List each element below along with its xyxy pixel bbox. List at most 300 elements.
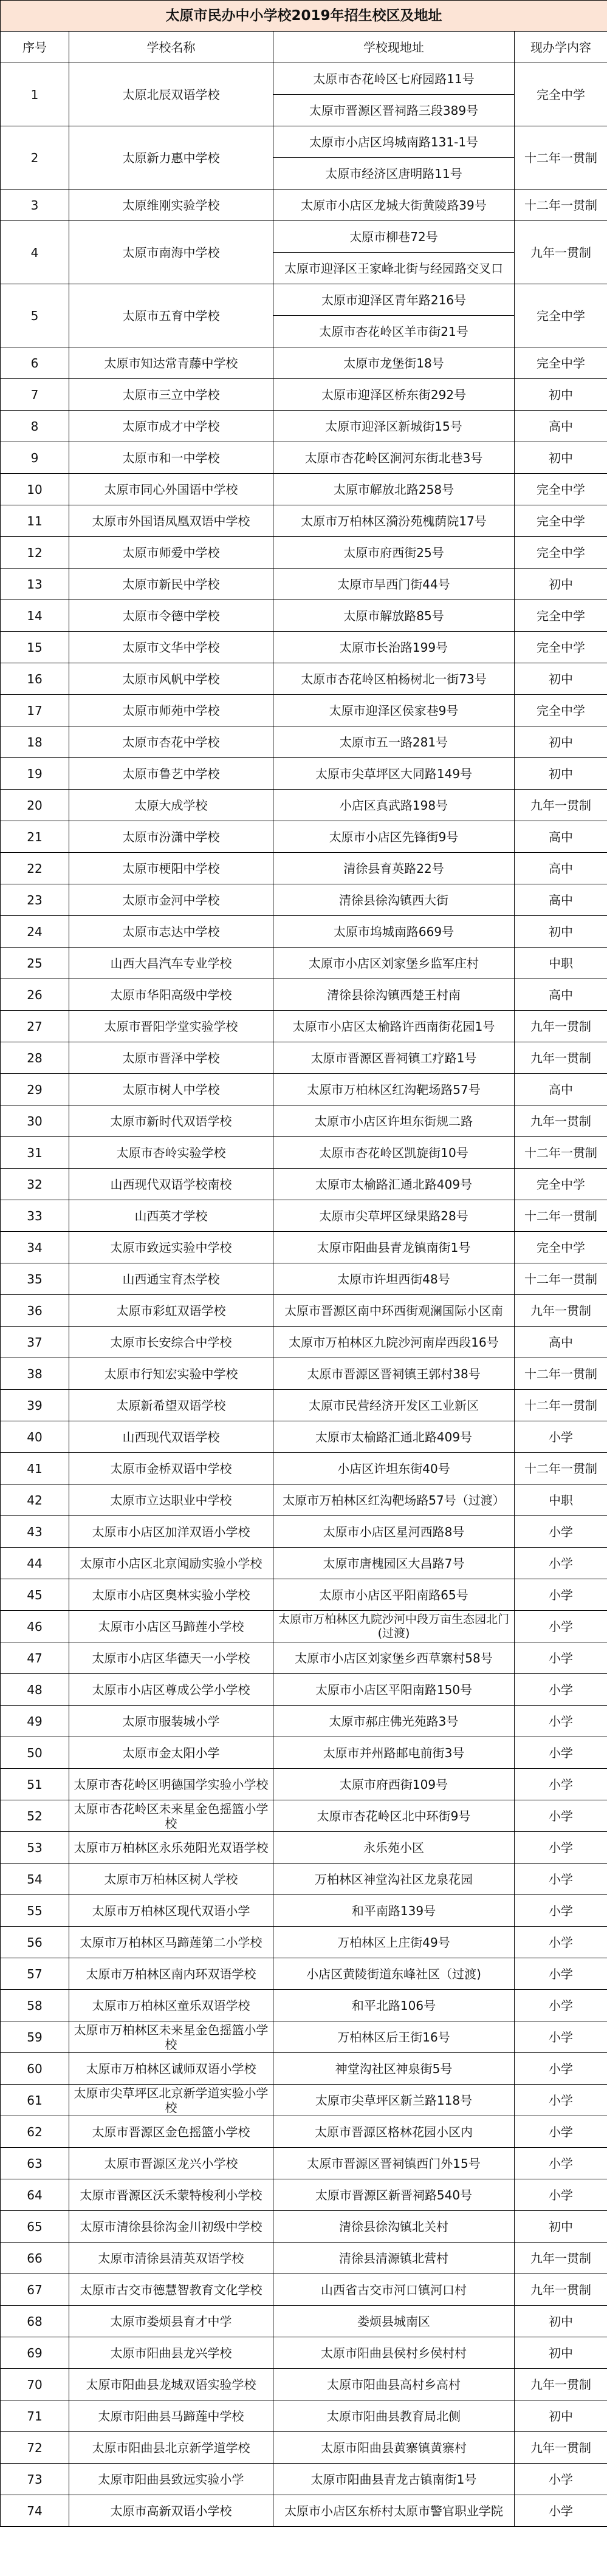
cell-school-type: 初中 [515, 2400, 607, 2432]
cell-address: 万柏林区神堂沟社区龙泉花园 [273, 1864, 515, 1895]
cell-school-name: 太原市立达职业中学校 [69, 1484, 273, 1516]
cell-address: 小店区许坦东街40号 [273, 1453, 515, 1484]
cell-number: 38 [1, 1358, 69, 1390]
table-row [1, 1548, 607, 1579]
table-row [1, 726, 607, 758]
table-row [1, 1232, 607, 1263]
cell-school-type: 完全中学 [515, 505, 607, 537]
cell-school-name: 太原市尖草坪区北京新学道实验小学校 [69, 2085, 273, 2116]
table-row [1, 1453, 607, 1484]
cell-address: 太原市杏花岭区柏杨树北一街73号 [273, 663, 515, 695]
cell-address: 太原市阳曲县青龙镇南街1号 [273, 1232, 515, 1263]
cell-school-name: 太原市金太阳小学 [69, 1737, 273, 1769]
cell-school-type: 完全中学 [515, 474, 607, 505]
table-row [1, 2243, 607, 2274]
cell-school-type: 小学 [515, 1864, 607, 1895]
cell-address: 太原市万柏林区漪汾苑槐荫院17号 [273, 505, 515, 537]
cell-school-type: 初中 [515, 2211, 607, 2243]
cell-number: 60 [1, 2053, 69, 2085]
cell-school-name: 太原市晋源区沃禾蒙特梭利小学校 [69, 2179, 273, 2211]
cell-address: 太原市万柏林区九院沙河中段万亩生态园北门(过渡) [273, 1611, 515, 1642]
table-row [1, 1295, 607, 1327]
table-row [1, 1327, 607, 1358]
cell-address: 太原市龙堡街18号 [273, 347, 515, 379]
cell-address: 娄烦县城南区 [273, 2306, 515, 2337]
cell-school-type: 小学 [515, 1832, 607, 1864]
table-row [1, 884, 607, 916]
cell-number: 53 [1, 1832, 69, 1864]
table-row [1, 853, 607, 884]
table-row [1, 1832, 607, 1864]
cell-address: 太原市晋源区晋祠镇王郭村38号 [273, 1358, 515, 1390]
cell-address: 太原市府西街109号 [273, 1769, 515, 1800]
cell-school-name: 太原市长安综合中学校 [69, 1327, 273, 1358]
cell-school-name: 太原市梗阳中学校 [69, 853, 273, 884]
cell-school-type: 小学 [515, 1706, 607, 1737]
cell-school-name: 太原市金桥双语中学校 [69, 1453, 273, 1484]
cell-school-name: 太原市阳曲县龙兴学校 [69, 2337, 273, 2369]
cell-address: 太原市长治路199号 [273, 632, 515, 663]
table-row [1, 2306, 607, 2337]
cell-number: 24 [1, 916, 69, 948]
cell-number: 10 [1, 474, 69, 505]
cell-school-name: 太原市和一中学校 [69, 442, 273, 474]
cell-school-type: 初中 [515, 2337, 607, 2369]
table-row [1, 2432, 607, 2464]
cell-number: 59 [1, 2021, 69, 2053]
cell-number: 67 [1, 2274, 69, 2306]
cell-number: 61 [1, 2085, 69, 2116]
cell-number: 33 [1, 1200, 69, 1232]
table-row [1, 221, 607, 253]
cell-address: 太原市五一路281号 [273, 726, 515, 758]
cell-number: 70 [1, 2369, 69, 2400]
page-title: 太原市民办中小学校2019年招生校区及地址 [1, 1, 607, 32]
cell-school-type: 高中 [515, 853, 607, 884]
cell-address: 太原市迎泽区侯家巷9号 [273, 695, 515, 726]
cell-address: 太原市万柏林区九院沙河南岸西段16号 [273, 1327, 515, 1358]
table-row [1, 2021, 607, 2053]
cell-address: 永乐苑小区 [273, 1832, 515, 1864]
cell-address: 清徐县育英路22号 [273, 853, 515, 884]
cell-number: 65 [1, 2211, 69, 2243]
cell-address: 太原市小店区许坦东街规二路 [273, 1105, 515, 1137]
table-row [1, 632, 607, 663]
cell-school-name: 太原市彩虹双语学校 [69, 1295, 273, 1327]
cell-school-type: 九年一贯制 [515, 2274, 607, 2306]
cell-school-name: 太原市致远实验中学校 [69, 1232, 273, 1263]
cell-address: 清徐县徐沟镇北关村 [273, 2211, 515, 2243]
header-no: 序号 [1, 32, 69, 63]
table-row [1, 1611, 607, 1642]
cell-school-type: 九年一贯制 [515, 2432, 607, 2464]
cell-address: 太原市解放北路258号 [273, 474, 515, 505]
cell-address: 太原市晋源区格林花园小区内 [273, 2116, 515, 2148]
cell-school-type: 初中 [515, 442, 607, 474]
cell-number: 5 [1, 284, 69, 347]
cell-school-name: 太原市万柏林区诚师双语小学校 [69, 2053, 273, 2085]
cell-school-name: 太原市清徐县清英双语学校 [69, 2243, 273, 2274]
cell-school-name: 太原市同心外国语中学校 [69, 474, 273, 505]
cell-school-name: 太原市古交市德慧智教育文化学校 [69, 2274, 273, 2306]
cell-number: 74 [1, 2495, 69, 2527]
table-row [1, 442, 607, 474]
cell-number: 41 [1, 1453, 69, 1484]
cell-number: 6 [1, 347, 69, 379]
header-name: 学校名称 [69, 32, 273, 63]
table-row [1, 1895, 607, 1927]
cell-number: 42 [1, 1484, 69, 1516]
cell-number: 27 [1, 1011, 69, 1042]
cell-school-type: 小学 [515, 1769, 607, 1800]
cell-number: 32 [1, 1169, 69, 1200]
cell-school-type: 小学 [515, 2464, 607, 2495]
cell-number: 54 [1, 1864, 69, 1895]
cell-school-type: 十二年一贯制 [515, 1358, 607, 1390]
table-row [1, 1516, 607, 1548]
table-row [1, 2274, 607, 2306]
cell-school-type: 十二年一贯制 [515, 1390, 607, 1421]
cell-address: 太原市民营经济开发区工业新区 [273, 1390, 515, 1421]
table-row [1, 569, 607, 600]
cell-number: 20 [1, 790, 69, 821]
cell-school-name: 太原市阳曲县龙城双语实验学校 [69, 2369, 273, 2400]
cell-address: 太原市小店区龙城大街黄陵路39号 [273, 190, 515, 221]
cell-address: 太原市唐槐园区大昌路7号 [273, 1548, 515, 1579]
cell-school-name: 山西现代双语学校南校 [69, 1169, 273, 1200]
table-body [1, 63, 607, 2527]
cell-school-name: 山西通宝育杰学校 [69, 1263, 273, 1295]
cell-school-name: 太原市晋泽中学校 [69, 1042, 273, 1074]
cell-address: 太原市郝庄佛光苑路3号 [273, 1706, 515, 1737]
cell-school-type: 小学 [515, 1579, 607, 1611]
cell-school-type: 九年一贯制 [515, 1042, 607, 1074]
cell-number: 40 [1, 1421, 69, 1453]
cell-address: 太原市小店区先锋街9号 [273, 821, 515, 853]
cell-school-name: 太原市高新双语小学校 [69, 2495, 273, 2527]
cell-school-type: 高中 [515, 884, 607, 916]
cell-address: 太原市阳曲县侯村乡侯村村 [273, 2337, 515, 2369]
cell-address: 太原市解放路85号 [273, 600, 515, 632]
cell-number: 50 [1, 1737, 69, 1769]
cell-school-type: 十二年一贯制 [515, 126, 607, 190]
cell-school-type: 完全中学 [515, 63, 607, 126]
table-row [1, 2179, 607, 2211]
cell-address: 清徐县徐沟镇西大街 [273, 884, 515, 916]
cell-school-name: 太原市小店区华德天一小学校 [69, 1642, 273, 1674]
cell-school-name: 太原市万柏林区现代双语小学 [69, 1895, 273, 1927]
cell-address: 太原市迎泽区新城街15号 [273, 411, 515, 442]
cell-school-type: 小学 [515, 1611, 607, 1642]
cell-number: 21 [1, 821, 69, 853]
cell-address: 太原市小店区刘家堡乡西草寨村58号 [273, 1642, 515, 1674]
cell-number: 31 [1, 1137, 69, 1169]
cell-address: 太原市尖草坪区大同路149号 [273, 758, 515, 790]
table-row [1, 663, 607, 695]
title-row [1, 1, 607, 32]
cell-number: 44 [1, 1548, 69, 1579]
cell-school-name: 太原市金河中学校 [69, 884, 273, 916]
cell-address: 太原市晋源区晋祠路三段389号 [273, 95, 515, 126]
cell-number: 36 [1, 1295, 69, 1327]
table-row [1, 1958, 607, 1990]
cell-address: 清徐县徐沟镇西楚王村南 [273, 979, 515, 1011]
cell-school-name: 太原市师爱中学校 [69, 537, 273, 569]
cell-number: 37 [1, 1327, 69, 1358]
table-row [1, 758, 607, 790]
cell-address: 太原市太榆路汇通北路409号 [273, 1169, 515, 1200]
cell-number: 57 [1, 1958, 69, 1990]
cell-address: 太原市尖草坪区新兰路118号 [273, 2085, 515, 2116]
table-row [1, 1579, 607, 1611]
cell-school-name: 太原市清徐县徐沟金川初级中学校 [69, 2211, 273, 2243]
cell-school-type: 小学 [515, 2495, 607, 2527]
table-row [1, 1864, 607, 1895]
cell-school-type: 小学 [515, 1927, 607, 1958]
cell-school-name: 太原市杏花岭区明德国学实验小学校 [69, 1769, 273, 1800]
cell-number: 48 [1, 1674, 69, 1706]
cell-school-type: 初中 [515, 569, 607, 600]
table-row [1, 948, 607, 979]
table-row [1, 379, 607, 411]
cell-school-type: 十二年一贯制 [515, 1200, 607, 1232]
cell-school-name: 太原新力惠中学校 [69, 126, 273, 190]
cell-school-type: 小学 [515, 1958, 607, 1990]
cell-number: 46 [1, 1611, 69, 1642]
cell-school-type: 九年一贯制 [515, 221, 607, 284]
cell-school-type: 初中 [515, 663, 607, 695]
table-row [1, 1011, 607, 1042]
cell-school-name: 山西现代双语学校 [69, 1421, 273, 1453]
cell-address: 太原市万柏林区红沟靶场路57号（过渡） [273, 1484, 515, 1516]
cell-number: 72 [1, 2432, 69, 2464]
cell-address: 太原市府西街25号 [273, 537, 515, 569]
table-row [1, 1137, 607, 1169]
cell-school-type: 中职 [515, 1484, 607, 1516]
table-row [1, 2464, 607, 2495]
cell-number: 29 [1, 1074, 69, 1105]
table-row [1, 1390, 607, 1421]
cell-school-name: 太原市万柏林区童乐双语学校 [69, 1990, 273, 2021]
cell-school-name: 太原市晋源区龙兴小学校 [69, 2148, 273, 2179]
cell-school-type: 小学 [515, 1800, 607, 1832]
cell-school-name: 太原大成学校 [69, 790, 273, 821]
cell-school-type: 初中 [515, 726, 607, 758]
cell-number: 4 [1, 221, 69, 284]
table-row [1, 537, 607, 569]
cell-address: 太原市小店区平阳南路150号 [273, 1674, 515, 1706]
cell-school-name: 太原新希望双语学校 [69, 1390, 273, 1421]
cell-number: 47 [1, 1642, 69, 1674]
cell-number: 26 [1, 979, 69, 1011]
cell-school-type: 十二年一贯制 [515, 1137, 607, 1169]
cell-address: 太原市杏花岭区北中环街9号 [273, 1800, 515, 1832]
cell-number: 64 [1, 2179, 69, 2211]
cell-school-type: 九年一贯制 [515, 1105, 607, 1137]
cell-number: 35 [1, 1263, 69, 1295]
cell-address: 和平北路106号 [273, 1990, 515, 2021]
table-row [1, 2337, 607, 2369]
cell-address: 太原市小店区东桥村太原市警官职业学院 [273, 2495, 515, 2527]
cell-school-name: 太原市万柏林区南内环双语学校 [69, 1958, 273, 1990]
cell-address: 太原市小店区星河西路8号 [273, 1516, 515, 1548]
cell-school-type: 十二年一贯制 [515, 190, 607, 221]
cell-number: 68 [1, 2306, 69, 2337]
table-row [1, 1642, 607, 1674]
table-row [1, 790, 607, 821]
table-row [1, 1800, 607, 1832]
cell-school-type: 小学 [515, 1548, 607, 1579]
cell-address: 太原市迎泽区青年路216号 [273, 284, 515, 316]
table-row [1, 2053, 607, 2085]
cell-address: 小店区真武路198号 [273, 790, 515, 821]
cell-address: 太原市阳曲县青龙古镇南街1号 [273, 2464, 515, 2495]
cell-school-name: 太原市汾潇中学校 [69, 821, 273, 853]
cell-school-name: 太原市万柏林区马蹄莲第二小学校 [69, 1927, 273, 1958]
cell-number: 56 [1, 1927, 69, 1958]
cell-school-type: 小学 [515, 2085, 607, 2116]
cell-school-name: 太原市杏岭实验学校 [69, 1137, 273, 1169]
cell-school-name: 太原市小店区加洋双语小学校 [69, 1516, 273, 1548]
cell-school-type: 小学 [515, 1421, 607, 1453]
cell-school-type: 九年一贯制 [515, 2369, 607, 2400]
table-row [1, 600, 607, 632]
table-row [1, 1421, 607, 1453]
cell-number: 1 [1, 63, 69, 126]
cell-school-type: 高中 [515, 1074, 607, 1105]
cell-address: 太原市晋源区晋祠镇西门外15号 [273, 2148, 515, 2179]
cell-number: 28 [1, 1042, 69, 1074]
cell-school-name: 太原市杏花岭区未来星金色摇篮小学校 [69, 1800, 273, 1832]
cell-school-name: 山西大昌汽车专业学校 [69, 948, 273, 979]
table-row [1, 1169, 607, 1200]
cell-school-name: 太原市新时代双语学校 [69, 1105, 273, 1137]
cell-address: 太原市杏花岭区涧河东街北巷3号 [273, 442, 515, 474]
table-row [1, 63, 607, 95]
cell-school-type: 完全中学 [515, 537, 607, 569]
cell-school-type: 初中 [515, 758, 607, 790]
cell-school-type: 中职 [515, 948, 607, 979]
cell-school-name: 太原市五育中学校 [69, 284, 273, 347]
cell-address: 太原市许坦西街48号 [273, 1263, 515, 1295]
cell-address: 太原市小店区坞城南路131-1号 [273, 126, 515, 158]
cell-number: 12 [1, 537, 69, 569]
cell-school-name: 太原市师苑中学校 [69, 695, 273, 726]
table-row [1, 1737, 607, 1769]
cell-school-name: 太原市娄烦县育才中学 [69, 2306, 273, 2337]
cell-address: 太原市旱西门街44号 [273, 569, 515, 600]
table-row [1, 2148, 607, 2179]
cell-school-name: 太原市行知宏实验中学校 [69, 1358, 273, 1390]
cell-school-type: 完全中学 [515, 1232, 607, 1263]
cell-school-name: 太原市新民中学校 [69, 569, 273, 600]
cell-number: 2 [1, 126, 69, 190]
cell-number: 39 [1, 1390, 69, 1421]
table-row [1, 1769, 607, 1800]
cell-address: 太原市尖草坪区绿果路28号 [273, 1200, 515, 1232]
cell-number: 8 [1, 411, 69, 442]
cell-number: 69 [1, 2337, 69, 2369]
table-row [1, 1927, 607, 1958]
cell-school-name: 太原市知达常青藤中学校 [69, 347, 273, 379]
cell-number: 14 [1, 600, 69, 632]
cell-address: 太原市柳巷72号 [273, 221, 515, 253]
cell-address: 太原市杏花岭区七府园路11号 [273, 63, 515, 95]
cell-school-name: 太原市小店区北京闻励实验小学校 [69, 1548, 273, 1579]
cell-school-name: 太原市鲁艺中学校 [69, 758, 273, 790]
cell-school-type: 九年一贯制 [515, 1295, 607, 1327]
cell-school-name: 太原市万柏林区未来星金色摇篮小学校 [69, 2021, 273, 2053]
table-row [1, 695, 607, 726]
cell-school-name: 太原市志达中学校 [69, 916, 273, 948]
cell-school-name: 太原市万柏林区永乐苑阳光双语学校 [69, 1832, 273, 1864]
cell-address: 太原市并州路邮电前街3号 [273, 1737, 515, 1769]
cell-address: 太原市太榆路汇通北路409号 [273, 1421, 515, 1453]
cell-address: 太原市小店区太榆路许西南街花园1号 [273, 1011, 515, 1042]
table-row [1, 1042, 607, 1074]
table-row [1, 474, 607, 505]
cell-school-name: 太原市阳曲县马蹄莲中学校 [69, 2400, 273, 2432]
cell-school-type: 初中 [515, 379, 607, 411]
cell-number: 13 [1, 569, 69, 600]
cell-number: 52 [1, 1800, 69, 1832]
cell-school-type: 小学 [515, 1674, 607, 1706]
cell-address: 太原市经济区唐明路11号 [273, 158, 515, 190]
cell-school-type: 小学 [515, 1990, 607, 2021]
cell-school-name: 太原市晋源区金色摇篮小学校 [69, 2116, 273, 2148]
cell-number: 73 [1, 2464, 69, 2495]
cell-number: 23 [1, 884, 69, 916]
cell-school-type: 完全中学 [515, 284, 607, 347]
cell-number: 11 [1, 505, 69, 537]
cell-school-name: 太原市三立中学校 [69, 379, 273, 411]
cell-school-type: 小学 [515, 1737, 607, 1769]
cell-number: 34 [1, 1232, 69, 1263]
cell-school-name: 太原市华阳高级中学校 [69, 979, 273, 1011]
cell-address: 太原市万柏林区红沟靶场路57号 [273, 1074, 515, 1105]
cell-number: 45 [1, 1579, 69, 1611]
cell-school-name: 太原市阳曲县致远实验小学 [69, 2464, 273, 2495]
cell-number: 30 [1, 1105, 69, 1137]
table-row [1, 190, 607, 221]
cell-school-name: 太原市成才中学校 [69, 411, 273, 442]
cell-address: 和平南路139号 [273, 1895, 515, 1927]
cell-address: 太原市晋源区晋祠镇工疗路1号 [273, 1042, 515, 1074]
cell-school-type: 小学 [515, 1642, 607, 1674]
cell-school-name: 太原市令德中学校 [69, 600, 273, 632]
table-row [1, 1990, 607, 2021]
table-row [1, 1200, 607, 1232]
cell-school-type: 九年一贯制 [515, 1011, 607, 1042]
cell-address: 万柏林区上庄街49号 [273, 1927, 515, 1958]
header-type: 现办学内容 [515, 32, 607, 63]
cell-school-name: 太原市树人中学校 [69, 1074, 273, 1105]
cell-number: 63 [1, 2148, 69, 2179]
cell-school-type: 完全中学 [515, 632, 607, 663]
cell-school-name: 太原市阳曲县北京新学道学校 [69, 2432, 273, 2464]
cell-address: 太原市杏花岭区羊市街21号 [273, 316, 515, 347]
table-row [1, 1105, 607, 1137]
cell-number: 22 [1, 853, 69, 884]
cell-address: 神堂沟社区神泉街5号 [273, 2053, 515, 2085]
cell-school-type: 小学 [515, 1895, 607, 1927]
cell-school-name: 太原市文华中学校 [69, 632, 273, 663]
cell-address: 太原市晋源区南中环西街观澜国际小区南 [273, 1295, 515, 1327]
cell-school-name: 太原市服装城小学 [69, 1706, 273, 1737]
cell-school-type: 初中 [515, 916, 607, 948]
cell-number: 25 [1, 948, 69, 979]
header-row [1, 32, 607, 63]
